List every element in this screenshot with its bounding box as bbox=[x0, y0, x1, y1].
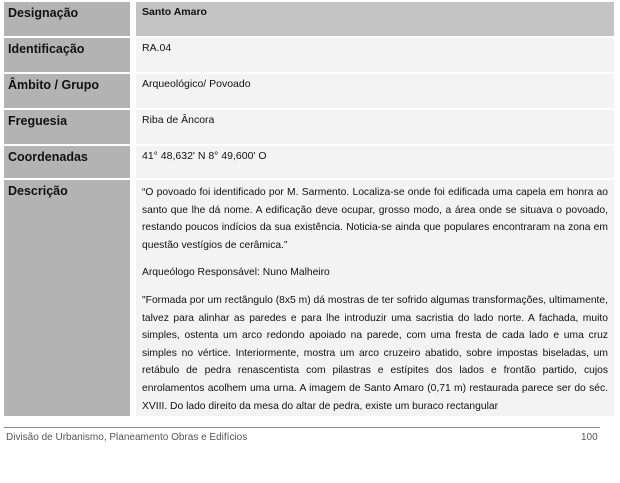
footer-divider bbox=[4, 427, 600, 428]
value-freguesia: Riba de Âncora bbox=[136, 110, 614, 144]
record-table bbox=[4, 2, 614, 418]
footer-department: Divisão de Urbanismo, Planeamento Obras e Edifícios bbox=[6, 432, 248, 443]
label-identificacao: Identificação bbox=[4, 38, 130, 72]
label-ambito: Âmbito / Grupo bbox=[4, 74, 130, 108]
label-designacao: Designação bbox=[4, 2, 130, 36]
row-freguesia bbox=[4, 110, 614, 144]
label-freguesia: Freguesia bbox=[4, 110, 130, 144]
row-descricao bbox=[4, 180, 614, 416]
footer-page-number: 100 bbox=[581, 432, 598, 443]
row-ambito bbox=[4, 74, 614, 108]
descricao-paragraph-2: Arqueólogo Responsável: Nuno Malheiro bbox=[142, 267, 330, 279]
label-descricao: Descrição bbox=[4, 180, 130, 416]
value-descricao bbox=[136, 180, 614, 416]
value-designacao: Santo Amaro bbox=[136, 2, 614, 36]
value-identificacao: RA.04 bbox=[136, 38, 614, 72]
value-coordenadas: 41° 48,632' N 8° 49,600' O bbox=[136, 146, 614, 178]
row-designacao bbox=[4, 2, 614, 36]
row-coordenadas bbox=[4, 146, 614, 178]
label-coordenadas: Coordenadas bbox=[4, 146, 130, 178]
descricao-paragraph-1: “O povoado foi identificado por M. Sarmento. Localiza-se onde foi edificada uma capela em honra ao santo que lhe dá nome. A edificação deve ocupar, grosso modo, a área onde se situava o povoado, restando poucos indícios da sua existência. Noticia-se ainda que populares encontraram na zona em questão vestígios de cerâmica.” bbox=[142, 187, 608, 251]
descricao-paragraph-3: "Formada por um rectângulo (8x5 m) dá mostras de ter sofrido algumas transformações, ultimamente, talvez para alinhar as paredes e para lhe introduzir uma sacristia do lado norte. A fachada, muito simples, ostenta um arco redondo apoiado na parede, com uma fresta de cada lado e uma cruz simples no vértice. Interiormente, mostra um arco cruzeiro abatido, sobre impostas biseladas, um retábulo de pedra renascentista com pilastras e estípites dos lados e frontão partido, cujos enrolamentos acolhem uma urna. A imagem de Santo Amaro (0,71 m) restaurada parece ser do séc. XVIII. Do lado direito da mesa do altar de pedra, existe um buraco rectangular bbox=[142, 294, 608, 412]
row-identificacao bbox=[4, 38, 614, 72]
value-ambito: Arqueológico/ Povoado bbox=[136, 74, 614, 108]
